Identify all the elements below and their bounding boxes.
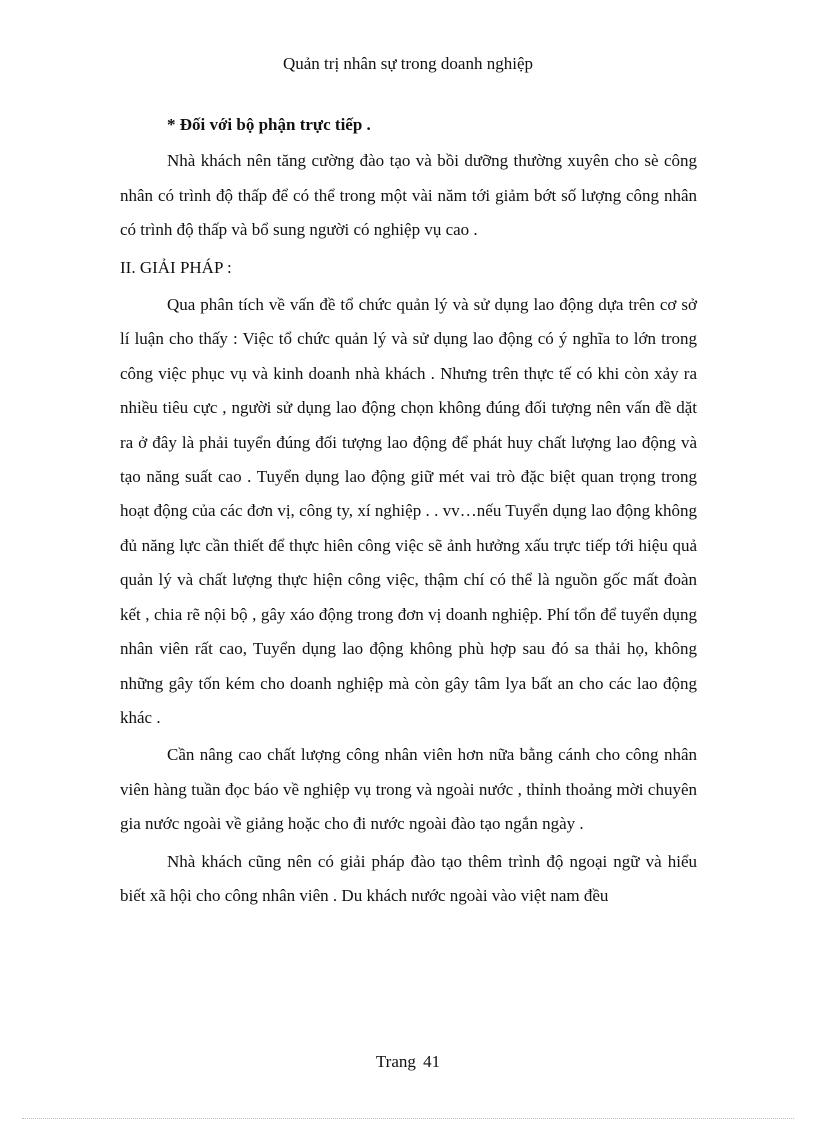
paragraph-training-workers: Nhà khách nên tăng cường đào tạo và bồi dưỡng thường xuyên cho sè công nhân có trình độ thấp để có thể trong một vài năm tới giảm bớt số lượng công nhân có trình độ thấp và bổ sung người có nghiệp vụ cao . bbox=[120, 151, 697, 240]
document-body bbox=[120, 108, 697, 913]
page-bottom-divider bbox=[22, 1118, 794, 1119]
paragraph-improve-quality: Cần nâng cao chất lượng công nhân viên hơn nữa bằng cánh cho công nhân viên hàng tuần đọc báo về nghiệp vụ trong và ngoài nước , thỉnh thoảng mời chuyên gia nước ngoài về giảng hoặc cho đi nước ngoài đào tạo ngắn ngày . bbox=[120, 745, 697, 834]
section-heading-solutions: II. GIẢI PHÁP : bbox=[120, 257, 232, 277]
page-header-title: Quản trị nhân sự trong doanh nghiệp bbox=[282, 54, 533, 73]
paragraph-recruitment-analysis: Qua phân tích về vấn đề tổ chức quản lý và sử dụng lao động dựa trên cơ sở lí luận cho thấy : Việc tổ chức quản lý và sử dụng lao động có ý nghĩa to lớn trong công việc phục vụ và kinh doanh nhà khách . Nhưng trên thực tế có khi còn xảy ra nhiều tiêu cực , người sử dụng lao động chọn không đúng đối tượng nên vấn đề dặt ra ở đây là phải tuyển đúng đối tượng lao động để phát huy chất lượng lao động và tạo năng suất cao . Tuyển dụng lao động giữ mét vai trò đặc biệt quan trọng trong hoạt động của các đơn vị, công ty, xí nghiệp . . vv…nếu Tuyển dụng lao động không đủ năng lực cần thiết để thực hiên công việc sẽ ảnh hưởng xấu trực tiếp tới hiệu quả quản lý và chất lượng thực hiện công việc, thậm chí có thể là nguồn gốc mất đoàn kết , chia rẽ nội bộ , gây xáo động trong đơn vị doanh nghiệp. Phí tổn để tuyển dụng nhân viên rất cao, Tuyển dụng lao động không phù hợp sau đó sa thải họ, không những gây tốn kém cho doanh nghiệp mà còn gây tâm lya bất an cho các lao động khác . bbox=[120, 295, 697, 727]
paragraph-language-training: Nhà khách cũng nên có giải pháp đào tạo thêm trình độ ngoại ngữ và hiểu biết xã hội cho công nhân viên . Du khách nước ngoài vào việt nam đều bbox=[120, 851, 697, 905]
subheading-direct-department: * Đối với bộ phận trực tiếp . bbox=[167, 115, 371, 134]
page-number: Trang 41 bbox=[375, 1052, 441, 1071]
